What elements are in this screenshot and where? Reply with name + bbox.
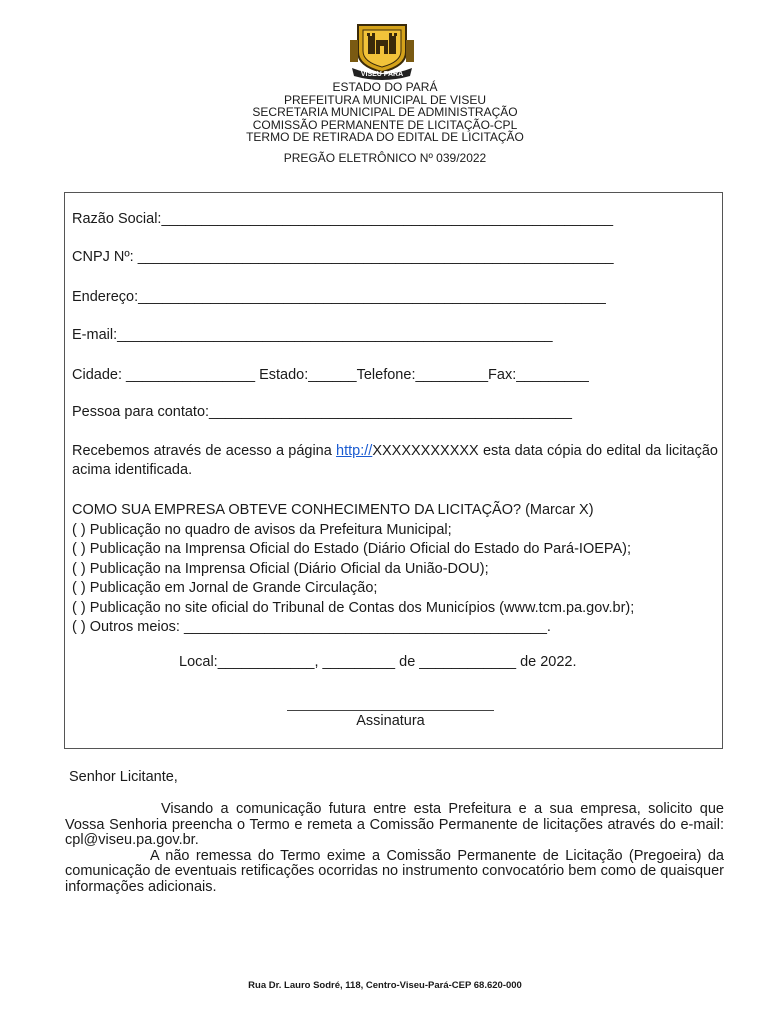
letter-greeting: Senhor Licitante, [69, 769, 178, 785]
option-checkbox[interactable]: ( ) Outros meios: _____________________________________________. [72, 619, 551, 635]
option-checkbox[interactable]: ( ) Publicação no quadro de avisos da Prefeitura Municipal; [72, 521, 452, 538]
conhecimento-options [72, 501, 634, 638]
recebemos-text-start: Recebemos através de acesso a página [72, 443, 337, 459]
signature-label: Assinatura [356, 713, 425, 729]
letter-body [65, 802, 724, 895]
header-line: COMISSÃO PERMANENTE DE LICITAÇÃO-CPL [252, 117, 518, 132]
option-checkbox[interactable]: ( ) Publicação na Imprensa Oficial (Diário Oficial da União-DOU); [72, 560, 489, 577]
header-line: PREFEITURA MUNICIPAL DE VISEU [283, 92, 487, 107]
email-field[interactable]: E-mail:______________________________________________________ [72, 327, 553, 343]
pregao-title: PREGÃO ELETRÔNICO Nº 039/2022 [283, 150, 487, 165]
letter-paragraph: A não remessa do Termo exime a Comissão Permanente de Licitação (Pregoeira) da comunicação de eventuais retificações ocorridas no instrumento convocatório bem como de quaisquer informações adicionais. [65, 847, 724, 895]
header-line: TERMO DE RETIRADA DO EDITAL DE LICITAÇÃO [246, 130, 524, 144]
form-box [64, 192, 723, 749]
coat-of-arms-logo [346, 22, 418, 80]
letter-paragraph: Visando a comunicação futura entre esta Prefeitura e a sua empresa, solicito que Vossa Senhoria preencha o Termo e remeta a Comissão Permanente de licitações através do e-mail: cpl@viseu.pa.gov.br. [65, 801, 724, 848]
header-line: ESTADO DO PARÁ [332, 80, 438, 94]
recebemos-paragraph [72, 442, 718, 480]
svg-text:VISEU PARÁ: VISEU PARÁ [360, 71, 404, 78]
cidade-estado-telefone-fax-field[interactable]: Cidade: ________________ Estado:______Telefone:_________Fax:_________ [72, 367, 589, 383]
conhecimento-question: COMO SUA EMPRESA OBTEVE CONHECIMENTO DA LICITAÇÃO? (Marcar X) [72, 502, 594, 518]
option-checkbox[interactable]: ( ) Publicação na Imprensa Oficial do Estado (Diário Oficial do Estado do Pará-IOEPA); [72, 541, 632, 557]
local-date-field[interactable]: Local:____________, _________ de ____________ de 2022. [179, 654, 577, 670]
edital-link[interactable]: http:// [336, 443, 373, 459]
razao-social-field[interactable]: Razão Social:________________________________________________________ [72, 211, 614, 227]
endereco-field[interactable]: Endereço:__________________________________________________________ [72, 289, 606, 305]
recebemos-text-end: XXXXXXXXXXX esta data cópia do edital da licitação acima identificada. [72, 443, 718, 478]
pessoa-contato-field[interactable]: Pessoa para contato:_____________________________________________ [72, 404, 572, 420]
footer-address: Rua Dr. Lauro Sodré, 118, Centro-Viseu-Pará-CEP 68.620-000 [248, 980, 522, 991]
header-line: SECRETARIA MUNICIPAL DE ADMINISTRAÇÃO [252, 105, 518, 119]
signature-line [287, 710, 494, 711]
document-header [0, 81, 770, 164]
cnpj-field[interactable]: CNPJ Nº: ___________________________________________________________ [72, 249, 614, 265]
option-checkbox[interactable]: ( ) Publicação no site oficial do Tribunal de Contas dos Municípios (www.tcm.pa.gov.br); [72, 599, 635, 616]
option-checkbox[interactable]: ( ) Publicação em Jornal de Grande Circulação; [72, 580, 378, 596]
